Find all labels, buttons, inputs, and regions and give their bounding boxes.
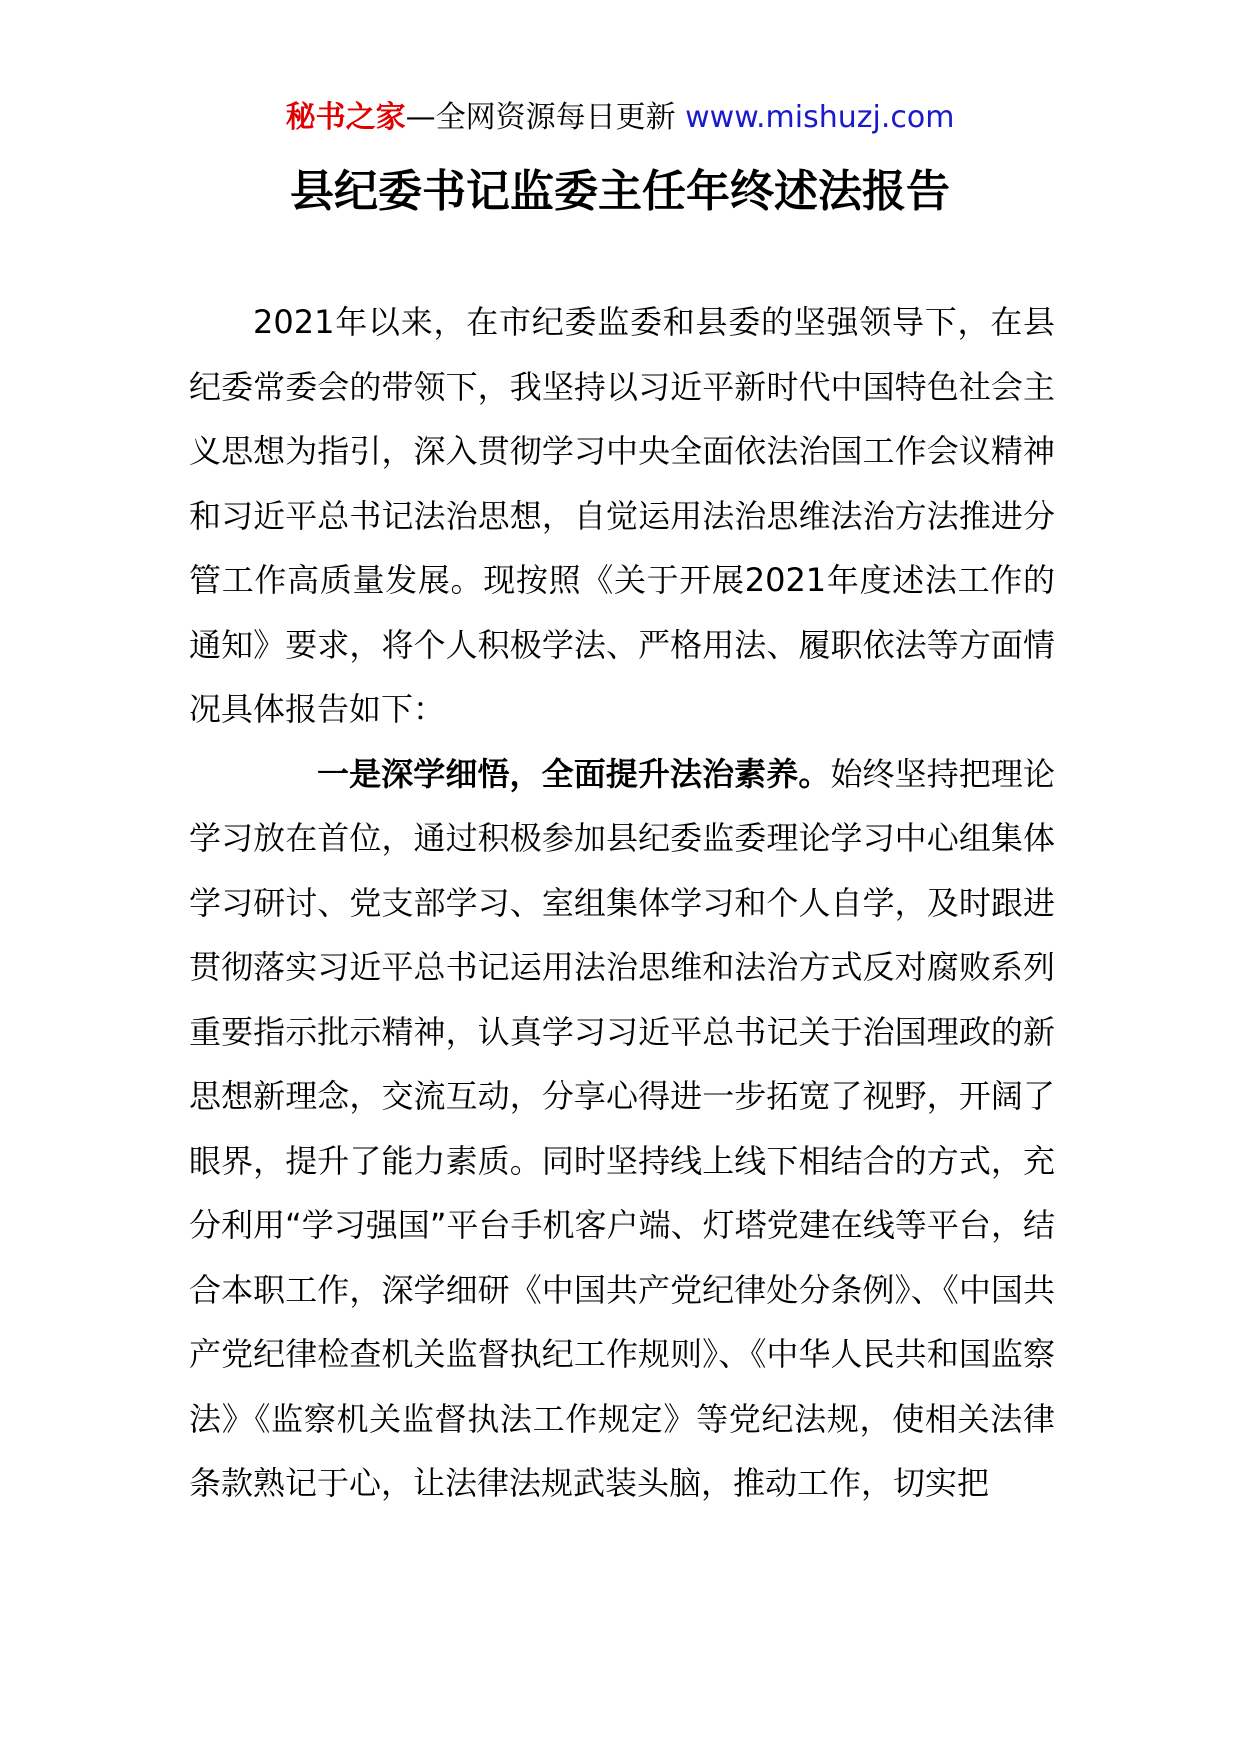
site-header: [0, 98, 1240, 138]
paragraph-intro: 2021年以来，在市纪委监委和县委的坚强领导下，在县纪委常委会的带领下，我坚持以习近平新时代中国特色社会主义思想为指引，深入贯彻学习中央全面依法治国工作会议精神和习近平总书记法治思想，自觉运用法治思维法治方法推进分管工作高质量发展。现按照《关于开展2021年度述法工作的通知》要求，将个人积极学法、严格用法、履职依法等方面情况具体报告如下：: [189, 303, 1055, 728]
document-body: [189, 290, 1055, 1516]
section-1-body: 始终坚持把理论学习放在首位，通过积极参加县纪委监委理论学习中心组集体学习研讨、党支部学习、室组集体学习和个人自学，及时跟进贯彻落实习近平总书记运用法治思维和法治方式反对腐败系列重要指示批示精神，认真学习习近平总书记关于治国理政的新思想新理念，交流互动，分享心得进一步拓宽了视野，开阔了眼界，提升了能力素质。同时坚持线上线下相结合的方式，充分利用“学习强国”平台手机客户端、灯塔党建在线等平台，结合本职工作，深学细研《中国共产党纪律处分条例》、《中国共产党纪律检查机关监督执纪工作规则》、《中华人民共和国监察法》《监察机关监督执法工作规定》等党纪法规，使相关法律条款熟记于心，让法律法规武装头脑，推动工作，切实把: [189, 754, 1055, 1502]
paragraph-section-1: [189, 742, 1055, 1516]
brand-name: 秘书之家: [285, 100, 406, 135]
site-url-link[interactable]: www.mishuzj.com: [685, 100, 955, 135]
section-1-heading: 一是深学细悟，全面提升法治素养。: [317, 754, 831, 793]
site-tagline: —全网资源每日更新: [405, 100, 676, 135]
document-title: 县纪委书记监委主任年终述法报告: [290, 166, 950, 217]
